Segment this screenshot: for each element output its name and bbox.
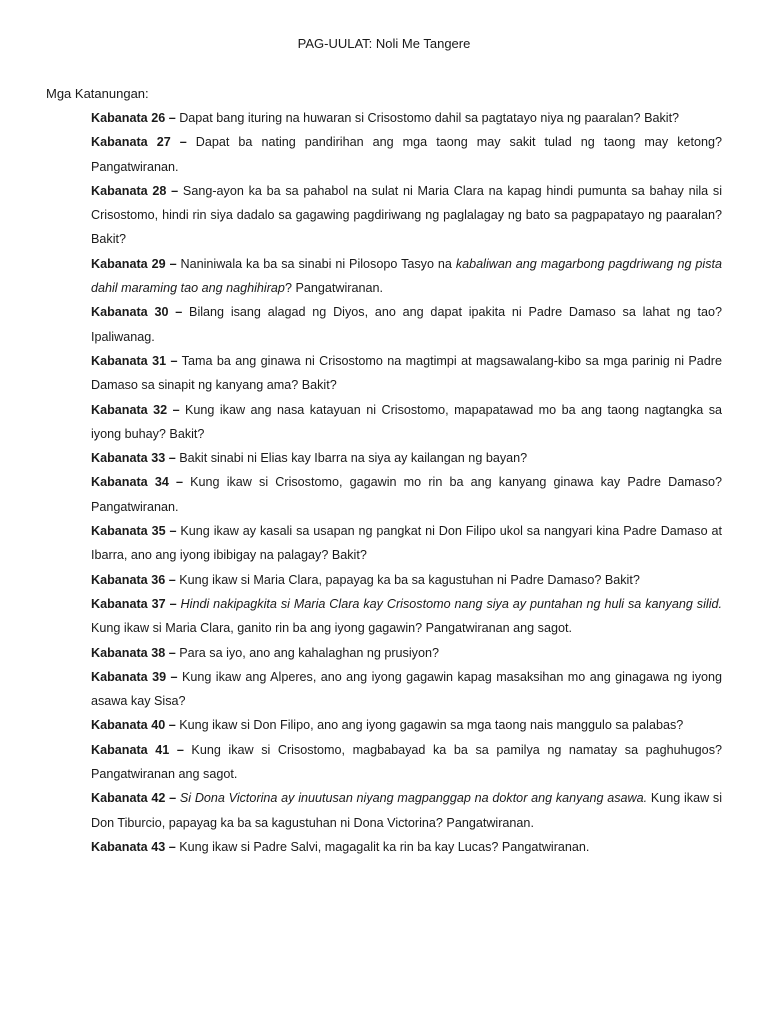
section-label: Mga Katanungan:: [46, 86, 149, 101]
kabanata-label: Kabanata 33 –: [91, 451, 176, 466]
question-item: [91, 106, 722, 130]
question-italic-text: Si Dona Victorina ay inuutusan niyang magpanggap na doktor ang kanyang asawa.: [179, 791, 648, 806]
question-text: Sang-ayon ka ba sa pahabol na sulat ni Maria Clara na kapag hindi pumunta sa bahay nila si Crisostomo, hindi rin siya dadalo sa gagawing pagdiriwang ng paglalagay ng bato sa pagpapatayo ng paaralan? Bakit?: [91, 183, 723, 247]
kabanata-label: Kabanata 27 –: [91, 135, 187, 150]
question-text: Naniniwala ka ba sa sinabi ni Pilosopo Tasyo na: [176, 256, 456, 271]
kabanata-label: Kabanata 36 –: [91, 572, 176, 587]
kabanata-label: Kabanata 31 –: [91, 353, 178, 368]
question-item: [91, 470, 722, 519]
question-text: Dapat bang ituring na huwaran si Crisostomo dahil sa pagtatayo niya ng paaralan? Bakit?: [175, 111, 680, 125]
kabanata-label: Kabanata 37 –: [91, 596, 177, 611]
page-title: PAG-UULAT: Noli Me Tangere: [297, 36, 471, 51]
question-text: Kung ikaw ay kasali sa usapan ng pangkat ni Don Filipo ukol sa nangyari kina Padre Damaso at Ibarra, ano ang iyong ibibigay na palagay? Bakit?: [91, 524, 722, 563]
kabanata-label: Kabanata 43 –: [91, 839, 176, 854]
question-item: [91, 349, 722, 398]
question-item: [91, 641, 722, 665]
kabanata-label: Kabanata 30 –: [91, 305, 183, 320]
question-text: Kung ikaw ang Alperes, ano ang iyong gagawin kapag masaksihan mo ang ginagawa ng iyong asawa kay Sisa?: [91, 669, 723, 709]
question-item: [91, 568, 722, 592]
question-item: [91, 713, 722, 737]
question-item: [91, 592, 722, 641]
question-item: [91, 835, 722, 859]
question-item: [91, 446, 722, 470]
question-text: Dapat ba nating pandirihan ang mga taong may sakit tulad ng taong may ketong? Pangatwiranan.: [91, 135, 723, 174]
question-text: Tama ba ang ginawa ni Crisostomo na magtimpi at magsawalang-kibo sa mga parinig ni Padre Damaso sa sinapit ng kanyang ama? Bakit?: [91, 353, 722, 393]
question-text: Kung ikaw si Don Filipo, ano ang iyong gagawin sa mga taong nais manggulo sa palabas?: [175, 718, 684, 733]
question-text: Bakit sinabi ni Elias kay Ibarra na siya ay kailangan ng bayan?: [175, 451, 528, 466]
question-text: Bilang isang alagad ng Diyos, ano ang dapat ipakita ni Padre Damaso sa lahat ng tao? Ipaliwanag.: [91, 305, 722, 344]
question-text: Kung ikaw si Maria Clara, ganito rin ba ang iyong gagawin? Pangatwiranan ang sagot.: [91, 621, 572, 636]
kabanata-label: Kabanata 32 –: [91, 402, 180, 417]
kabanata-label: Kabanata 42 –: [91, 791, 177, 806]
kabanata-label: Kabanata 35 –: [91, 524, 177, 539]
kabanata-label: Kabanata 39 –: [91, 669, 178, 684]
question-item: [91, 179, 722, 252]
question-item: [91, 130, 722, 179]
question-list: [91, 106, 722, 859]
question-item: [91, 519, 722, 568]
kabanata-label: Kabanata 26 –: [91, 111, 176, 125]
question-text: Kung ikaw si Crisostomo, magbabayad ka ba sa pamilya ng namatay sa paghuhugos? Pangatwiranan ang sagot.: [91, 742, 722, 782]
question-item: [91, 398, 722, 447]
question-text: Kung ikaw si Don Tiburcio, papayag ka ba sa kagustuhan ni Dona Victorina? Pangatwiranan.: [91, 791, 722, 830]
kabanata-label: Kabanata 40 –: [91, 718, 176, 733]
kabanata-label: Kabanata 34 –: [91, 475, 183, 490]
question-italic-text: kabaliwan ang magarbong pagdriwang ng pista dahil maraming tao ang naghihirap: [91, 256, 722, 296]
kabanata-label: Kabanata 38 –: [91, 645, 176, 660]
question-text: Kung ikaw ang nasa katayuan ni Crisostomo, mapapatawad mo ba ang taong nagtangka sa iyong buhay? Bakit?: [91, 402, 722, 441]
kabanata-label: Kabanata 28 –: [91, 183, 179, 198]
question-text: ? Pangatwiranan.: [284, 281, 383, 296]
question-text: Kung ikaw si Crisostomo, gagawin mo rin ba ang kanyang ginawa kay Padre Damaso? Pangatwiranan.: [91, 475, 722, 514]
question-item: [91, 738, 722, 787]
question-item: [91, 300, 722, 349]
kabanata-label: Kabanata 41 –: [91, 742, 184, 757]
question-item: [91, 786, 722, 835]
kabanata-label: Kabanata 29 –: [91, 256, 177, 271]
question-item: [91, 252, 722, 301]
question-italic-text: Hindi nakipagkita si Maria Clara kay Crisostomo nang siya ay puntahan ng huli sa kanyang silid.: [180, 596, 723, 611]
question-text: Kung ikaw si Maria Clara, papayag ka ba sa kagustuhan ni Padre Damaso? Bakit?: [175, 572, 640, 587]
question-text: Kung ikaw si Padre Salvi, magagalit ka rin ba kay Lucas? Pangatwiranan.: [175, 839, 590, 854]
question-text: Para sa iyo, ano ang kahalaghan ng prusiyon?: [175, 645, 439, 660]
question-item: [91, 665, 722, 714]
